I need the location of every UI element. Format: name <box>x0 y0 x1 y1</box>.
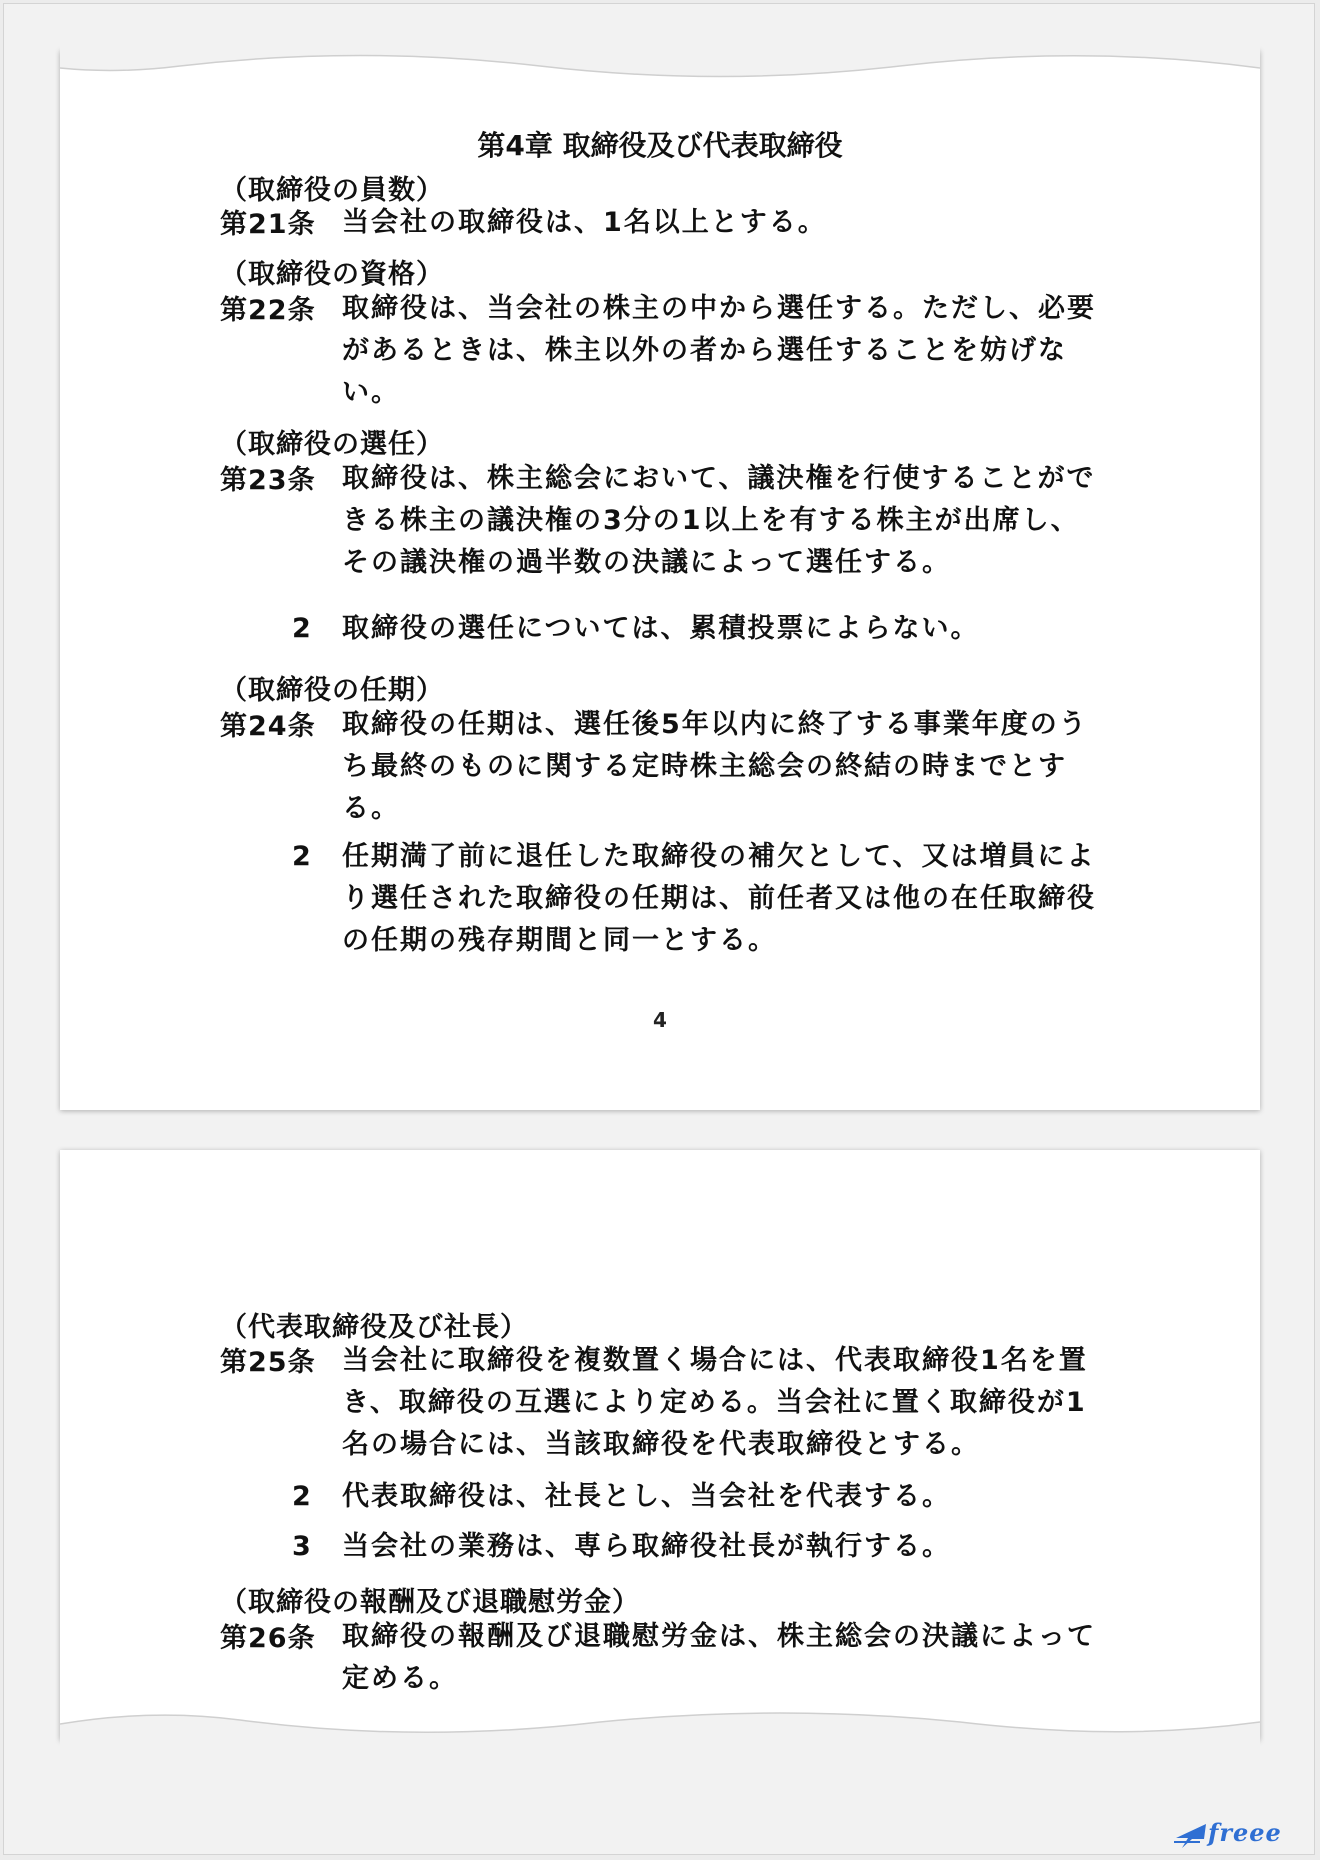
article-text: 当会社の取締役は、1名以上とする。 <box>342 207 827 238</box>
article-heading: （取締役の選任） <box>220 429 444 460</box>
article-24 <box>220 704 1180 830</box>
document-page-1 <box>60 50 1260 1110</box>
article-text: 取締役は、株主総会において、議決権を行使することができる株主の議決権の3分の1以上を有する株主が出席し、その議決権の過半数の決議によって選任する。 <box>342 463 1096 578</box>
logo-wordmark: freee <box>1208 1818 1282 1847</box>
article-heading: （取締役の任期） <box>220 675 444 706</box>
article-text: 取締役は、当会社の株主の中から選任する。ただし、必要があるときは、株主以外の者から選任することを妨げない。 <box>342 293 1096 408</box>
paragraph-number: 2 <box>292 1481 311 1512</box>
paragraph-text: 取締役の選任については、累積投票によらない。 <box>342 613 980 644</box>
freee-logo <box>1170 1818 1290 1852</box>
article-21 <box>220 202 1180 244</box>
paragraph-text: 当会社の業務は、専ら取締役社長が執行する。 <box>342 1531 951 1562</box>
article-number: 第23条 <box>220 465 316 496</box>
paragraph-item <box>292 1526 1172 1568</box>
torn-edge-top <box>60 46 1260 86</box>
article-number: 第22条 <box>220 295 316 326</box>
article-23 <box>220 458 1180 584</box>
article-heading: （取締役の員数） <box>220 175 444 206</box>
paragraph-number: 2 <box>292 613 311 644</box>
paragraph-item <box>292 836 1172 962</box>
article-heading: （代表取締役及び社長） <box>220 1312 528 1343</box>
paragraph-item <box>292 608 1172 650</box>
paragraph-text: 任期満了前に退任した取締役の補欠として、又は増員により選任された取締役の任期は、前任者又は他の在任取締役の任期の残存期間と同一とする。 <box>342 841 1096 956</box>
article-text: 当会社に取締役を複数置く場合には、代表取締役1名を置き、取締役の互選により定める。当会社に置く取締役が1名の場合には、当該取締役を代表取締役とする。 <box>342 1345 1088 1460</box>
article-25 <box>220 1340 1180 1466</box>
article-26 <box>220 1616 1180 1700</box>
article-text: 取締役の任期は、選任後5年以内に終了する事業年度のうち最終のものに関する定時株主総会の終結の時までとする。 <box>342 709 1088 824</box>
paragraph-number: 3 <box>292 1531 311 1562</box>
article-text: 取締役の報酬及び退職慰労金は、株主総会の決議によって定める。 <box>342 1621 1096 1694</box>
document-page-2 <box>60 1150 1260 1740</box>
torn-edge-bottom <box>60 1706 1260 1746</box>
article-heading: （取締役の資格） <box>220 259 444 290</box>
paragraph-text: 代表取締役は、社長とし、当会社を代表する。 <box>342 1481 951 1512</box>
page-number: 4 <box>653 1008 667 1032</box>
article-22 <box>220 288 1180 414</box>
article-heading: （取締役の報酬及び退職慰労金） <box>220 1587 640 1618</box>
chapter-title: 第4章 取締役及び代表取締役 <box>477 129 843 162</box>
article-number: 第26条 <box>220 1623 316 1654</box>
bird-icon <box>1170 1818 1210 1852</box>
article-number: 第25条 <box>220 1347 316 1378</box>
article-number: 第24条 <box>220 711 316 742</box>
paragraph-item <box>292 1476 1172 1518</box>
paragraph-number: 2 <box>292 841 311 872</box>
article-number: 第21条 <box>220 209 316 240</box>
